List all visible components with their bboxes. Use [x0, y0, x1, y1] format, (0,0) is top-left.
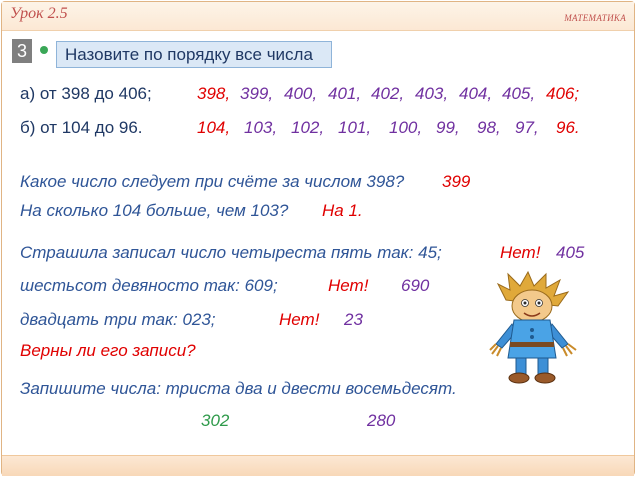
answer-next-number: 399 [442, 172, 471, 191]
row-b-number-7: 98, [477, 118, 501, 137]
row-b-number-6: 99, [436, 118, 460, 137]
write-answer-2: 280 [367, 411, 396, 430]
record-3-verdict: Нет! [279, 310, 320, 329]
scarecrow-illustration [488, 270, 580, 386]
row-b-number-8: 97, [515, 118, 539, 137]
records-question: Верны ли его записи? [20, 341, 196, 360]
row-a-number-4: 401, [328, 84, 362, 103]
row-b-sequence [0, 118, 638, 140]
row-b-number-9: 96. [556, 118, 580, 137]
row-a-number-3: 400, [284, 84, 318, 103]
row-a-number-8: 405, [502, 84, 536, 103]
record-1-text: Страшила записал число четыреста пять так: 45; [20, 243, 442, 262]
row-b-label: б) от 104 до 96. [20, 118, 143, 137]
header-bar [2, 2, 634, 31]
record-1-verdict: Нет! [500, 243, 541, 262]
record-3-text: двадцать три так: 023; [20, 310, 216, 329]
row-a-number-2: 399, [240, 84, 274, 103]
row-b-number-4: 101, [338, 118, 372, 137]
row-b-number-1: 104, [197, 118, 231, 137]
row-a-number-5: 402, [371, 84, 405, 103]
write-answer-1: 302 [201, 411, 230, 430]
lesson-title: Урок 2.5 [10, 5, 68, 22]
row-a-number-6: 403, [415, 84, 449, 103]
row-b-number-2: 103, [244, 118, 278, 137]
subject-label: МАТЕМАТИКА [564, 13, 626, 23]
task-instruction: Назовите по порядку все числа [56, 41, 332, 68]
row-a-sequence [0, 84, 638, 106]
row-a-number-1: 398, [197, 84, 231, 103]
footer-bar [2, 455, 634, 476]
write-task: Запишите числа: триста два и двести восемьдесят. [20, 379, 457, 398]
bullet-icon [40, 46, 48, 54]
row-a-number-9: 406; [546, 84, 580, 103]
record-2-text: шестьсот девяносто так: 609; [20, 276, 278, 295]
record-2-correct: 690 [401, 276, 430, 295]
row-b-number-5: 100, [389, 118, 423, 137]
slide-frame [1, 1, 635, 476]
row-b-number-3: 102, [291, 118, 325, 137]
answer-difference: На 1. [322, 201, 363, 220]
record-2-verdict: Нет! [328, 276, 369, 295]
question-difference: На сколько 104 больше, чем 103? [20, 201, 289, 220]
record-1-correct: 405 [556, 243, 585, 262]
question-next-number: Какое число следует при счёте за числом 398? [20, 172, 405, 191]
record-3-correct: 23 [344, 310, 363, 329]
task-number: 3 [12, 39, 32, 63]
row-a-label: а) от 398 до 406; [20, 84, 152, 103]
row-a-number-7: 404, [459, 84, 493, 103]
